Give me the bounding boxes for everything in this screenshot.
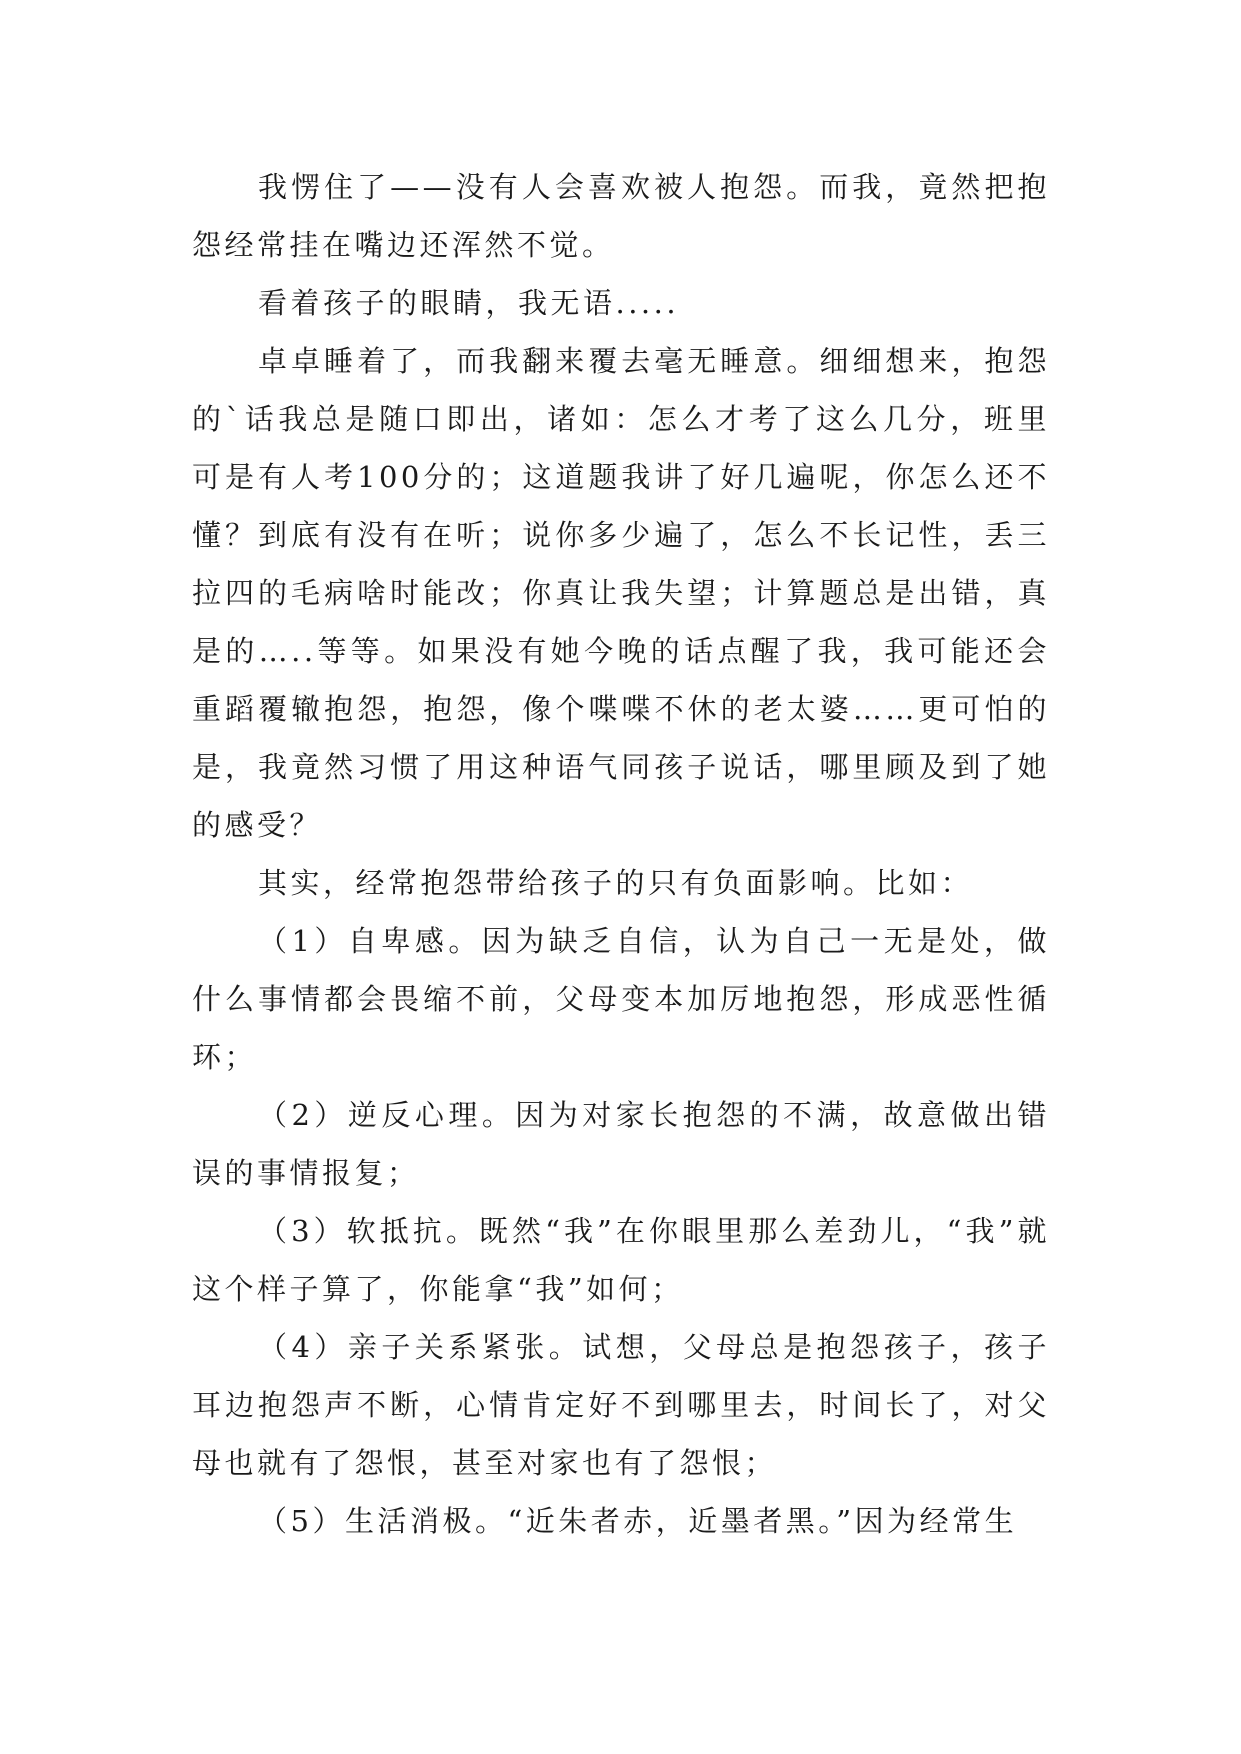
paragraph-speechless: 看着孩子的眼睛，我无语..... xyxy=(258,286,680,320)
list-item-negative-life: （5）生活消极。“近朱者赤，近墨者黑。”因为经常生 xyxy=(258,1504,1018,1538)
paragraph-stunned: 我愣住了——没有人会喜欢被人抱怨。而我，竟然把抱怨经常挂在嘴边还浑然不觉。 xyxy=(192,170,1050,262)
list-item-rebellion: （2）逆反心理。因为对家长抱怨的不满，故意做出错误的事情报复； xyxy=(192,1098,1050,1190)
list-item-relationship-tension: （4）亲子关系紧张。试想，父母总是抱怨孩子，孩子耳边抱怨声不断，心情肯定好不到哪里去，时间长了，对父母也就有了怨恨，甚至对家也有了怨恨； xyxy=(192,1330,1050,1480)
paragraph-negative-effects: 其实，经常抱怨带给孩子的只有负面影响。比如： xyxy=(258,866,974,900)
list-item-inferiority: （1）自卑感。因为缺乏自信，认为自己一无是处，做什么事情都会畏缩不前，父母变本加厉地抱怨，形成恶性循环； xyxy=(192,924,1050,1074)
list-item-soft-resistance: （3）软抵抗。既然“我”在你眼里那么差劲儿，“我”就这个样子算了，你能拿“我”如何； xyxy=(192,1214,1050,1306)
paragraph-reflection: 卓卓睡着了，而我翻来覆去毫无睡意。细细想来，抱怨的`话我总是随口即出，诸如：怎么才考了这么几分，班里可是有人考100分的；这道题我讲了好几遍呢，你怎么还不懂？到底有没有在听；说你多少遍了，怎么不长记性，丢三拉四的毛病啥时能改；你真让我失望；计算题总是出错，真是的…..等等。如果没有她今晚的话点醒了我，我可能还会重蹈覆辙抱怨，抱怨，像个喋喋不休的老太婆……更可怕的是，我竟然习惯了用这种语气同孩子说话，哪里顾及到了她的感受？ xyxy=(192,344,1050,842)
document-body xyxy=(192,158,1050,1550)
